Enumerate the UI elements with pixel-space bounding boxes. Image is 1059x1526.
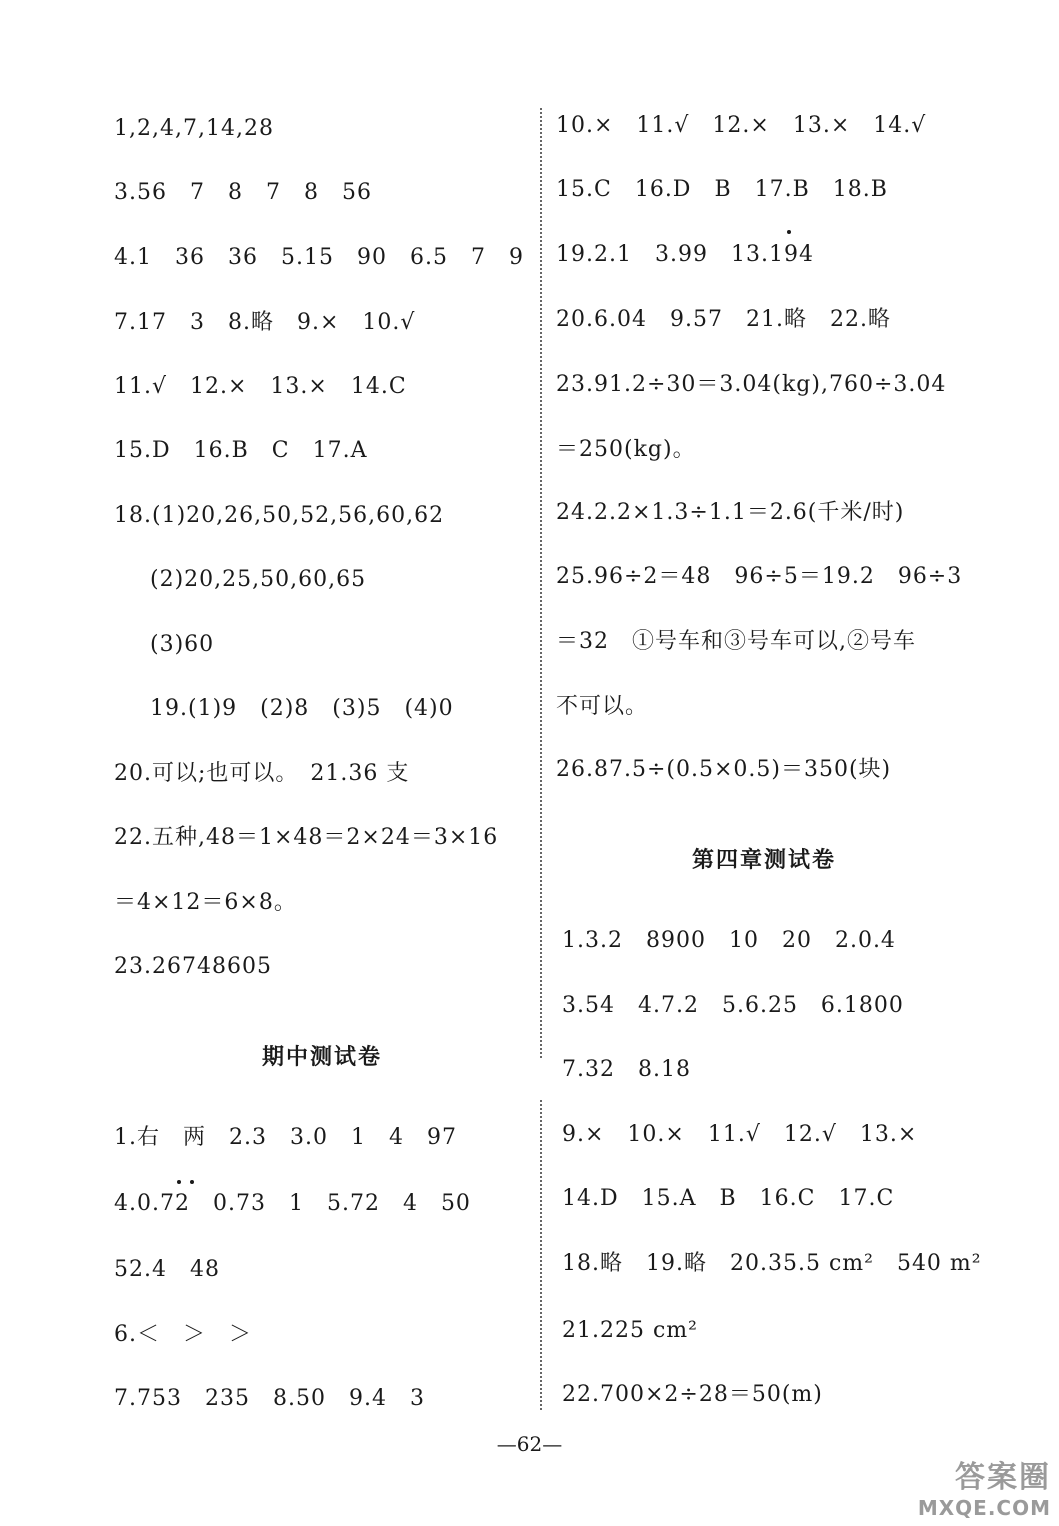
answer-line: 1.右 两 2.3 3.0 1 4 97 [114, 1125, 457, 1150]
answer-line: (2)20,25,50,60,65 [150, 567, 367, 592]
watermark-logo: 答案圈 [955, 1460, 1051, 1495]
site-watermark [918, 1452, 1051, 1520]
answer-line: 1.3.2 8900 10 20 2.0.4 [562, 928, 896, 953]
answer-line: 6.＜ ＞ ＞ [114, 1322, 252, 1347]
answer-line: 23.26748605 [114, 954, 272, 979]
answer-line: 19.2.1 3.99 13.194 [556, 242, 814, 267]
answer-line: 10.× 11.√ 12.× 13.× 14.√ [556, 113, 927, 138]
answer-line: 3.56 7 8 7 8 56 [114, 180, 372, 205]
answer-line: 21.225 cm² [562, 1318, 698, 1343]
answer-line: 15.D 16.B C 17.A [114, 438, 368, 463]
column-divider [540, 108, 542, 1058]
answer-line: 4.1 36 36 5.15 90 6.5 7 9 [114, 245, 524, 270]
watermark-url: MXQE.COM [917, 1496, 1051, 1520]
answer-line: 4.0.72 0.73 1 5.72 4 50 [114, 1191, 471, 1216]
answer-line: 14.D 15.A B 16.C 17.C [562, 1186, 895, 1211]
answer-line: 7.753 235 8.50 9.4 3 [114, 1386, 425, 1411]
answer-line: 不可以。 [556, 694, 649, 719]
page-number: —62— [496, 1432, 563, 1456]
answer-line: 52.4 48 [114, 1257, 220, 1282]
repeating-decimal-dot [787, 230, 791, 234]
answer-line: 3.54 4.7.2 5.6.25 6.1800 [562, 993, 904, 1018]
answer-line: 15.C 16.D B 17.B 18.B [556, 177, 888, 202]
answer-line: 20.6.04 9.57 21.略 22.略 [556, 307, 891, 332]
answer-line: (3)60 [150, 632, 215, 657]
answer-line: ＝4×12＝6×8。 [114, 890, 297, 915]
answer-line: 7.17 3 8.略 9.× 10.√ [114, 310, 416, 335]
answer-line: 18.略 19.略 20.35.5 cm² 540 m² [562, 1251, 982, 1276]
answer-line: 26.87.5÷(0.5×0.5)＝350(块) [556, 757, 892, 782]
answer-line: 9.× 10.× 11.√ 12.√ 13.× [562, 1122, 918, 1147]
answer-line: 19.(1)9 (2)8 (3)5 (4)0 [150, 696, 454, 721]
repeating-decimal-dot [190, 1180, 194, 1184]
answer-line: ＝32 ①号车和③号车可以,②号车 [556, 629, 916, 654]
section-title-midterm: 期中测试卷 [262, 1045, 383, 1070]
column-divider [540, 1100, 542, 1410]
answer-line: 11.√ 12.× 13.× 14.C [114, 374, 407, 399]
answer-line: 1,2,4,7,14,28 [114, 116, 274, 141]
answer-line: ＝250(kg)。 [556, 437, 696, 462]
answer-line: 7.32 8.18 [562, 1057, 691, 1082]
answer-line: 25.96÷2＝48 96÷5＝19.2 96÷3 [556, 564, 963, 589]
answer-line: 23.91.2÷30＝3.04(kg),760÷3.04 [556, 372, 947, 397]
answer-line: 22.五种,48＝1×48＝2×24＝3×16 [114, 825, 499, 850]
repeating-decimal-dot [177, 1180, 181, 1184]
answer-line: 18.(1)20,26,50,52,56,60,62 [114, 503, 445, 528]
answer-line: 22.700×2÷28＝50(m) [562, 1382, 823, 1407]
section-title-chapter4: 第四章测试卷 [692, 848, 837, 873]
answer-line: 20.可以;也可以。 21.36 支 [114, 761, 410, 786]
answer-line: 24.2.2×1.3÷1.1＝2.6(千米/时) [556, 500, 905, 525]
